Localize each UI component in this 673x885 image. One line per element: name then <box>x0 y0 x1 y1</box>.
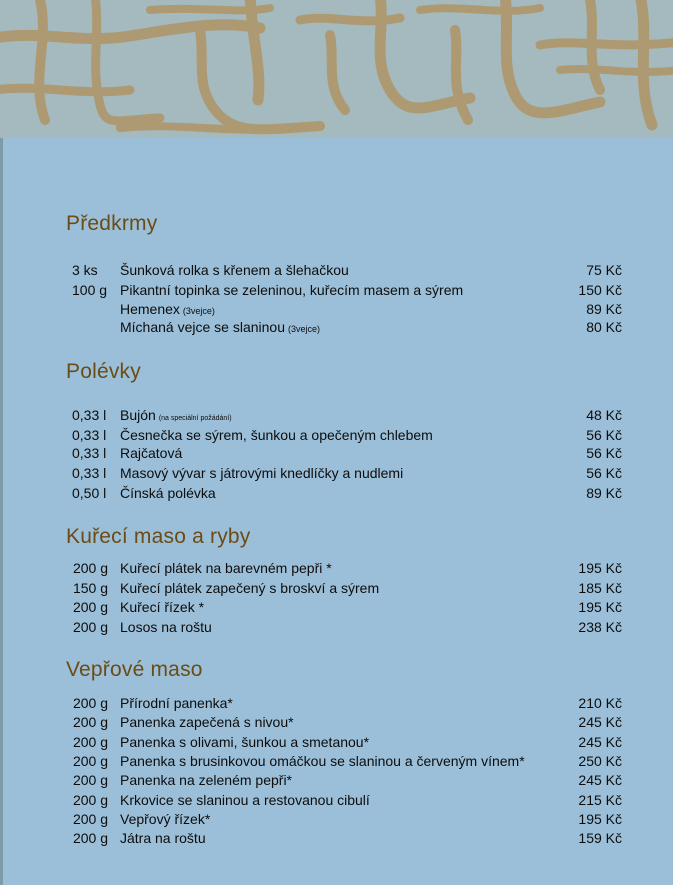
menu-item <box>0 579 673 598</box>
item-name: Čínská polévka <box>120 485 216 501</box>
menu-item <box>0 752 673 771</box>
menu-item <box>0 300 673 319</box>
menu-item <box>0 281 673 300</box>
item-quantity: 200 g <box>72 772 108 788</box>
menu-item <box>0 444 673 463</box>
menu-item <box>0 791 673 810</box>
menu-item <box>0 318 673 337</box>
menu-item <box>0 261 673 280</box>
item-quantity: 200 g <box>72 811 108 827</box>
item-quantity: 200 g <box>72 830 108 846</box>
item-name: Krkovice se slaninou a restovanou cibulí <box>120 792 370 808</box>
header-banner <box>0 0 673 138</box>
item-name-wrap <box>120 318 320 339</box>
item-price: 210 Kč <box>578 695 622 711</box>
item-quantity: 0,33 l <box>72 445 107 461</box>
item-quantity: 0,33 l <box>72 465 107 481</box>
item-price: 195 Kč <box>578 599 622 615</box>
item-name: Panenka na zeleném pepři* <box>120 772 293 788</box>
item-name: Bujón <box>120 407 156 423</box>
menu-item <box>0 694 673 713</box>
section-title-polevky: Polévky <box>66 360 141 383</box>
menu-item <box>0 464 673 483</box>
item-name: Česnečka se sýrem, šunkou a opečeným chlebem <box>120 427 433 443</box>
item-price: 245 Kč <box>578 734 622 750</box>
item-name: Pikantní topinka se zeleninou, kuřecím masem a sýrem <box>120 282 464 298</box>
item-price: 159 Kč <box>578 830 622 846</box>
menu-item <box>0 829 673 848</box>
item-note: (3vejce) <box>182 306 215 316</box>
item-quantity: 200 g <box>72 714 108 730</box>
item-price: 56 Kč <box>586 427 622 443</box>
item-name: Kuřecí plátek na barevném pepři * <box>120 560 332 576</box>
item-price: 195 Kč <box>578 560 622 576</box>
item-quantity: 200 g <box>72 753 108 769</box>
menu-item <box>0 406 673 425</box>
item-quantity: 0,50 l <box>72 485 107 501</box>
item-name: Hemenex <box>120 301 180 317</box>
menu-item <box>0 713 673 732</box>
item-quantity: 200 g <box>72 599 108 615</box>
item-price: 48 Kč <box>586 407 622 423</box>
menu-item <box>0 484 673 503</box>
item-price: 75 Kč <box>586 262 622 278</box>
item-price: 89 Kč <box>586 301 622 317</box>
item-name: Rajčatová <box>120 445 183 461</box>
banner-texture-image <box>0 0 673 138</box>
item-name: Losos na roštu <box>120 619 212 635</box>
item-note: (3vejce) <box>288 324 321 334</box>
item-price: 238 Kč <box>578 619 622 635</box>
item-name: Panenka s olivami, šunkou a smetanou* <box>120 734 370 750</box>
section-title-veprove-maso: Vepřové maso <box>66 658 203 681</box>
item-quantity: 200 g <box>72 560 108 576</box>
item-note: (na speciální požádání) <box>158 415 232 422</box>
item-name: Míchaná vejce se slaninou <box>120 319 285 335</box>
item-quantity: 150 g <box>72 580 108 596</box>
item-name: Vepřový řízek* <box>120 811 211 827</box>
item-name: Kuřecí řízek * <box>120 599 205 615</box>
item-name: Masový vývar s játrovými knedlíčky a nudlemi <box>120 465 404 481</box>
item-quantity: 0,33 l <box>72 407 107 423</box>
item-quantity: 0,33 l <box>72 427 107 443</box>
item-name-wrap <box>120 406 232 428</box>
item-quantity: 200 g <box>72 695 108 711</box>
item-name: Játra na roštu <box>120 830 206 846</box>
menu-item <box>0 810 673 829</box>
item-price: 250 Kč <box>578 753 622 769</box>
menu-item <box>0 618 673 637</box>
item-name: Kuřecí plátek zapečený s broskví a sýrem <box>120 580 380 596</box>
item-price: 89 Kč <box>586 485 622 501</box>
item-name: Panenka zapečená s nivou* <box>120 714 294 730</box>
item-quantity: 200 g <box>72 619 108 635</box>
item-price: 80 Kč <box>586 319 622 335</box>
item-price: 245 Kč <box>578 772 622 788</box>
menu-item <box>0 598 673 617</box>
item-price: 56 Kč <box>586 465 622 481</box>
item-name: Přírodní panenka* <box>120 695 233 711</box>
item-price: 56 Kč <box>586 445 622 461</box>
menu-item <box>0 733 673 752</box>
menu-item <box>0 771 673 790</box>
item-name: Šunková rolka s křenem a šlehačkou <box>120 262 349 278</box>
menu-item <box>0 559 673 578</box>
item-name: Panenka s brusinkovou omáčkou se slaninou a červeným vínem* <box>120 753 525 769</box>
item-price: 150 Kč <box>578 282 622 298</box>
item-price: 195 Kč <box>578 811 622 827</box>
item-quantity: 3 ks <box>72 262 98 278</box>
item-price: 215 Kč <box>578 792 622 808</box>
item-quantity: 100 g <box>72 282 108 298</box>
item-price: 185 Kč <box>578 580 622 596</box>
menu-item <box>0 426 673 445</box>
item-price: 245 Kč <box>578 714 622 730</box>
section-title-predkrmy: Předkrmy <box>66 212 158 235</box>
item-quantity: 200 g <box>72 734 108 750</box>
item-quantity: 200 g <box>72 792 108 808</box>
section-title-kureci-maso: Kuřecí maso a ryby <box>66 525 251 548</box>
